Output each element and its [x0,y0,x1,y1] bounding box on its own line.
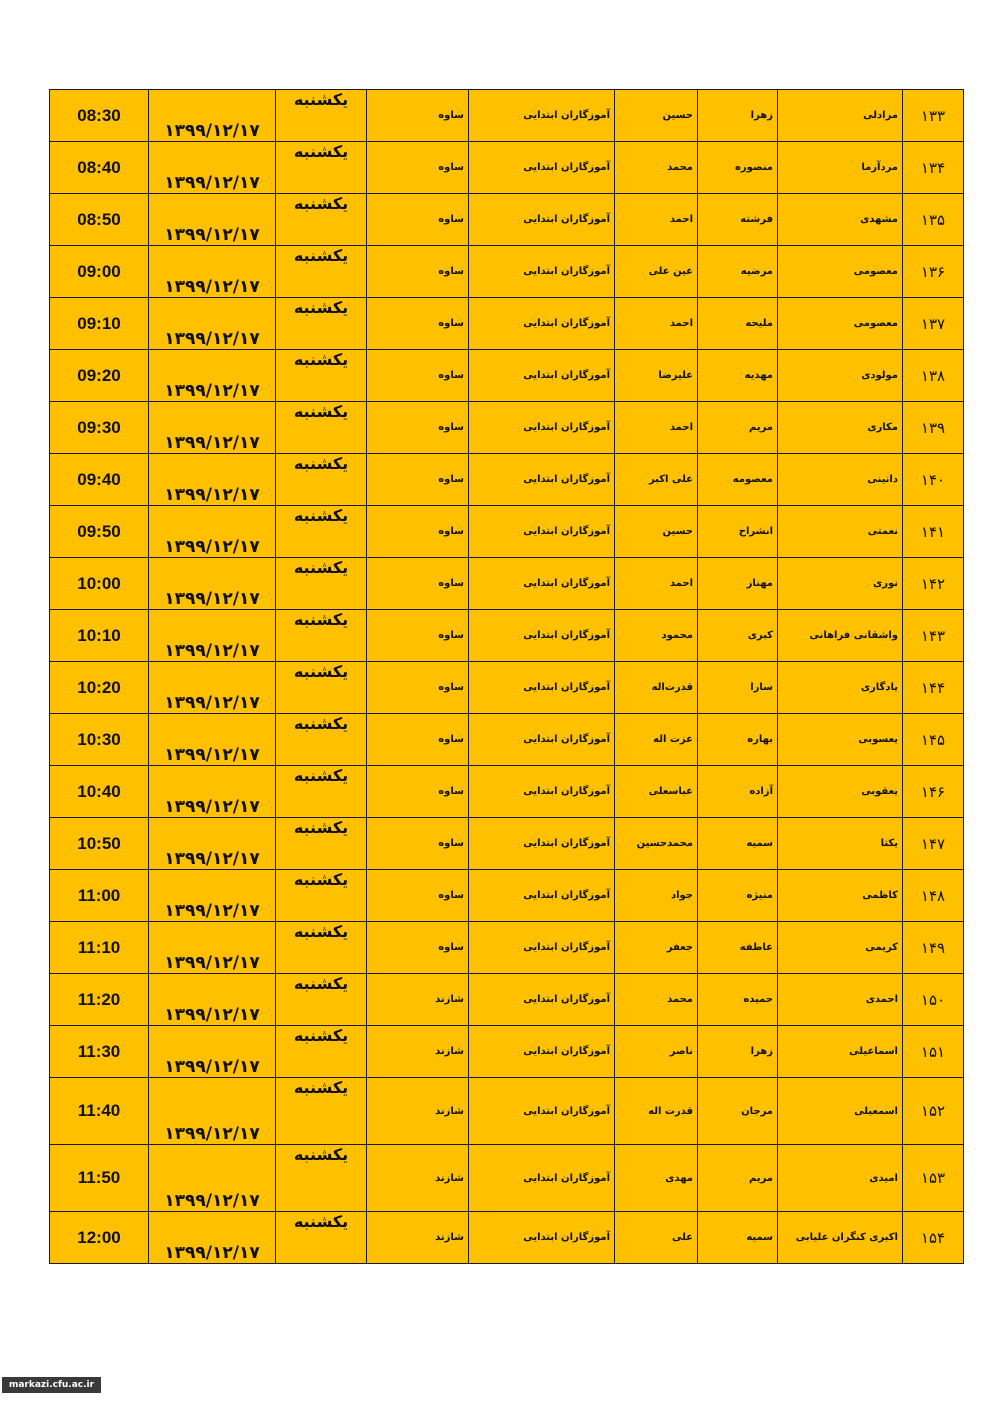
city-cell: ساوه [367,766,469,818]
day-cell: یکشنبه [276,350,367,402]
last-name-cell: کاظمی [778,870,903,922]
last-name-cell: دانینی [778,454,903,506]
date-cell: ۱۳۹۹/۱۲/۱۷ [149,350,276,402]
time-cell: 08:30 [50,90,149,142]
first-name-cell: مهناز [698,558,778,610]
day-cell: یکشنبه [276,922,367,974]
date-cell: ۱۳۹۹/۱۲/۱۷ [149,194,276,246]
first-name-cell: سمیه [698,818,778,870]
day-cell: یکشنبه [276,1212,367,1264]
last-name-cell: واشقانی فراهانی [778,610,903,662]
first-name-cell: منیژه [698,870,778,922]
time-cell: 09:50 [50,506,149,558]
time-cell: 09:20 [50,350,149,402]
row-number-cell: ۱۵۳ [903,1145,964,1212]
field-cell: آموزگاران ابتدایی [469,1145,615,1212]
time-cell: 09:30 [50,402,149,454]
table-row [50,922,964,974]
first-name-cell: آزاده [698,766,778,818]
field-cell: آموزگاران ابتدایی [469,922,615,974]
father-name-cell: مهدی [615,1145,698,1212]
last-name-cell: کریمی [778,922,903,974]
field-cell: آموزگاران ابتدایی [469,766,615,818]
city-cell: ساوه [367,194,469,246]
city-cell: ساوه [367,714,469,766]
city-cell: ساوه [367,610,469,662]
last-name-cell: معصومی [778,246,903,298]
table-row [50,818,964,870]
day-cell: یکشنبه [276,818,367,870]
date-cell: ۱۳۹۹/۱۲/۱۷ [149,142,276,194]
city-cell: ساوه [367,454,469,506]
last-name-cell: اکبری کنگران علیابی [778,1212,903,1264]
day-cell: یکشنبه [276,454,367,506]
first-name-cell: انشراح [698,506,778,558]
date-cell: ۱۳۹۹/۱۲/۱۷ [149,714,276,766]
first-name-cell: عاطفه [698,922,778,974]
day-cell: یکشنبه [276,714,367,766]
day-cell: یکشنبه [276,1026,367,1078]
date-cell: ۱۳۹۹/۱۲/۱۷ [149,402,276,454]
day-cell: یکشنبه [276,402,367,454]
table-row [50,714,964,766]
city-cell: ساوه [367,246,469,298]
day-cell: یکشنبه [276,90,367,142]
time-cell: 10:20 [50,662,149,714]
first-name-cell: حمیده [698,974,778,1026]
field-cell: آموزگاران ابتدایی [469,90,615,142]
last-name-cell: نوری [778,558,903,610]
row-number-cell: ۱۴۶ [903,766,964,818]
time-cell: 11:30 [50,1026,149,1078]
table-row [50,194,964,246]
father-name-cell: حسین [615,506,698,558]
time-cell: 10:10 [50,610,149,662]
day-cell: یکشنبه [276,974,367,1026]
date-cell: ۱۳۹۹/۱۲/۱۷ [149,974,276,1026]
city-cell: ساوه [367,818,469,870]
father-name-cell: علیرضا [615,350,698,402]
city-cell: ساوه [367,142,469,194]
table-row [50,1026,964,1078]
day-cell: یکشنبه [276,662,367,714]
schedule-table [49,89,964,1264]
father-name-cell: عزت اله [615,714,698,766]
father-name-cell: جعفر [615,922,698,974]
date-cell: ۱۳۹۹/۱۲/۱۷ [149,818,276,870]
table-row [50,558,964,610]
table-row [50,402,964,454]
father-name-cell: علی [615,1212,698,1264]
date-cell: ۱۳۹۹/۱۲/۱۷ [149,90,276,142]
father-name-cell: عین علی [615,246,698,298]
father-name-cell: جواد [615,870,698,922]
city-cell: ساوه [367,662,469,714]
last-name-cell: مشهدی [778,194,903,246]
time-cell: 09:10 [50,298,149,350]
row-number-cell: ۱۳۳ [903,90,964,142]
time-cell: 10:40 [50,766,149,818]
row-number-cell: ۱۴۷ [903,818,964,870]
father-name-cell: قدرت‌اله [615,662,698,714]
first-name-cell: مرضیه [698,246,778,298]
day-cell: یکشنبه [276,1078,367,1145]
date-cell: ۱۳۹۹/۱۲/۱۷ [149,870,276,922]
first-name-cell: مریم [698,1145,778,1212]
father-name-cell: حسین [615,90,698,142]
row-number-cell: ۱۴۲ [903,558,964,610]
father-name-cell: علی اکبر [615,454,698,506]
table-row [50,662,964,714]
table-row [50,766,964,818]
field-cell: آموزگاران ابتدایی [469,1026,615,1078]
field-cell: آموزگاران ابتدایی [469,506,615,558]
last-name-cell: مردآرما [778,142,903,194]
time-cell: 11:20 [50,974,149,1026]
date-cell: ۱۳۹۹/۱۲/۱۷ [149,662,276,714]
time-cell: 11:00 [50,870,149,922]
table-row [50,298,964,350]
last-name-cell: یکتا [778,818,903,870]
first-name-cell: منصوره [698,142,778,194]
field-cell: آموزگاران ابتدایی [469,194,615,246]
day-cell: یکشنبه [276,558,367,610]
row-number-cell: ۱۳۹ [903,402,964,454]
time-cell: 10:30 [50,714,149,766]
row-number-cell: ۱۴۳ [903,610,964,662]
row-number-cell: ۱۴۰ [903,454,964,506]
first-name-cell: سارا [698,662,778,714]
first-name-cell: مهدیه [698,350,778,402]
city-cell: ساوه [367,350,469,402]
time-cell: 12:00 [50,1212,149,1264]
schedule-rows [50,90,964,1264]
first-name-cell: فرشته [698,194,778,246]
first-name-cell: مریم [698,402,778,454]
field-cell: آموزگاران ابتدایی [469,662,615,714]
city-cell: شازند [367,1145,469,1212]
last-name-cell: اسمعیلی [778,1078,903,1145]
day-cell: یکشنبه [276,194,367,246]
field-cell: آموزگاران ابتدایی [469,1212,615,1264]
date-cell: ۱۳۹۹/۱۲/۱۷ [149,1026,276,1078]
row-number-cell: ۱۳۴ [903,142,964,194]
field-cell: آموزگاران ابتدایی [469,402,615,454]
row-number-cell: ۱۵۱ [903,1026,964,1078]
city-cell: ساوه [367,90,469,142]
father-name-cell: محمد [615,974,698,1026]
father-name-cell: احمد [615,194,698,246]
last-name-cell: معصومی [778,298,903,350]
time-cell: 09:40 [50,454,149,506]
father-name-cell: ناصر [615,1026,698,1078]
field-cell: آموزگاران ابتدایی [469,1078,615,1145]
date-cell: ۱۳۹۹/۱۲/۱۷ [149,246,276,298]
row-number-cell: ۱۵۴ [903,1212,964,1264]
last-name-cell: مرادلی [778,90,903,142]
date-cell: ۱۳۹۹/۱۲/۱۷ [149,610,276,662]
date-cell: ۱۳۹۹/۱۲/۱۷ [149,506,276,558]
city-cell: ساوه [367,402,469,454]
table-row [50,870,964,922]
day-cell: یکشنبه [276,298,367,350]
day-cell: یکشنبه [276,506,367,558]
day-cell: یکشنبه [276,610,367,662]
field-cell: آموزگاران ابتدایی [469,870,615,922]
last-name-cell: مولودی [778,350,903,402]
field-cell: آموزگاران ابتدایی [469,714,615,766]
last-name-cell: احمدی [778,974,903,1026]
father-name-cell: احمد [615,558,698,610]
field-cell: آموزگاران ابتدایی [469,454,615,506]
row-number-cell: ۱۴۵ [903,714,964,766]
table-row [50,350,964,402]
field-cell: آموزگاران ابتدایی [469,298,615,350]
row-number-cell: ۱۴۱ [903,506,964,558]
father-name-cell: احمد [615,298,698,350]
time-cell: 08:50 [50,194,149,246]
first-name-cell: بهاره [698,714,778,766]
field-cell: آموزگاران ابتدایی [469,246,615,298]
table-row [50,506,964,558]
field-cell: آموزگاران ابتدایی [469,610,615,662]
date-cell: ۱۳۹۹/۱۲/۱۷ [149,558,276,610]
city-cell: شازند [367,974,469,1026]
last-name-cell: یعسوبی [778,714,903,766]
father-name-cell: عباسعلی [615,766,698,818]
day-cell: یکشنبه [276,1145,367,1212]
row-number-cell: ۱۳۶ [903,246,964,298]
father-name-cell: احمد [615,402,698,454]
table-row [50,142,964,194]
field-cell: آموزگاران ابتدایی [469,350,615,402]
date-cell: ۱۳۹۹/۱۲/۱۷ [149,1212,276,1264]
table-row [50,974,964,1026]
row-number-cell: ۱۵۲ [903,1078,964,1145]
last-name-cell: اسماعیلی [778,1026,903,1078]
time-cell: 09:00 [50,246,149,298]
table-row [50,1078,964,1145]
date-cell: ۱۳۹۹/۱۲/۱۷ [149,922,276,974]
first-name-cell: کبری [698,610,778,662]
first-name-cell: سمیه [698,1212,778,1264]
city-cell: ساوه [367,506,469,558]
first-name-cell: معصومه [698,454,778,506]
table-row [50,1212,964,1264]
field-cell: آموزگاران ابتدایی [469,974,615,1026]
city-cell: شازند [367,1212,469,1264]
city-cell: شازند [367,1026,469,1078]
field-cell: آموزگاران ابتدایی [469,558,615,610]
father-name-cell: محمدحسین [615,818,698,870]
field-cell: آموزگاران ابتدایی [469,818,615,870]
first-name-cell: مرجان [698,1078,778,1145]
day-cell: یکشنبه [276,142,367,194]
father-name-cell: قدرت اله [615,1078,698,1145]
row-number-cell: ۱۳۵ [903,194,964,246]
table-row [50,246,964,298]
date-cell: ۱۳۹۹/۱۲/۱۷ [149,454,276,506]
last-name-cell: یادگاری [778,662,903,714]
table-row [50,610,964,662]
time-cell: 10:00 [50,558,149,610]
time-cell: 10:50 [50,818,149,870]
row-number-cell: ۱۴۹ [903,922,964,974]
last-name-cell: مکاری [778,402,903,454]
first-name-cell: زهرا [698,90,778,142]
last-name-cell: نعمتی [778,506,903,558]
field-cell: آموزگاران ابتدایی [469,142,615,194]
row-number-cell: ۱۵۰ [903,974,964,1026]
first-name-cell: ملیحه [698,298,778,350]
city-cell: ساوه [367,922,469,974]
date-cell: ۱۳۹۹/۱۲/۱۷ [149,766,276,818]
city-cell: شازند [367,1078,469,1145]
row-number-cell: ۱۴۸ [903,870,964,922]
last-name-cell: یعقوبی [778,766,903,818]
father-name-cell: محمد [615,142,698,194]
row-number-cell: ۱۳۷ [903,298,964,350]
city-cell: ساوه [367,870,469,922]
father-name-cell: محمود [615,610,698,662]
time-cell: 08:40 [50,142,149,194]
day-cell: یکشنبه [276,870,367,922]
row-number-cell: ۱۴۴ [903,662,964,714]
date-cell: ۱۳۹۹/۱۲/۱۷ [149,1145,276,1212]
city-cell: ساوه [367,298,469,350]
site-watermark: markazi.cfu.ac.ir [2,1377,101,1393]
date-cell: ۱۳۹۹/۱۲/۱۷ [149,1078,276,1145]
time-cell: 11:40 [50,1078,149,1145]
date-cell: ۱۳۹۹/۱۲/۱۷ [149,298,276,350]
table-row [50,454,964,506]
row-number-cell: ۱۳۸ [903,350,964,402]
time-cell: 11:50 [50,1145,149,1212]
day-cell: یکشنبه [276,246,367,298]
table-row [50,1145,964,1212]
day-cell: یکشنبه [276,766,367,818]
first-name-cell: زهرا [698,1026,778,1078]
last-name-cell: امیدی [778,1145,903,1212]
city-cell: ساوه [367,558,469,610]
table-row [50,90,964,142]
time-cell: 11:10 [50,922,149,974]
